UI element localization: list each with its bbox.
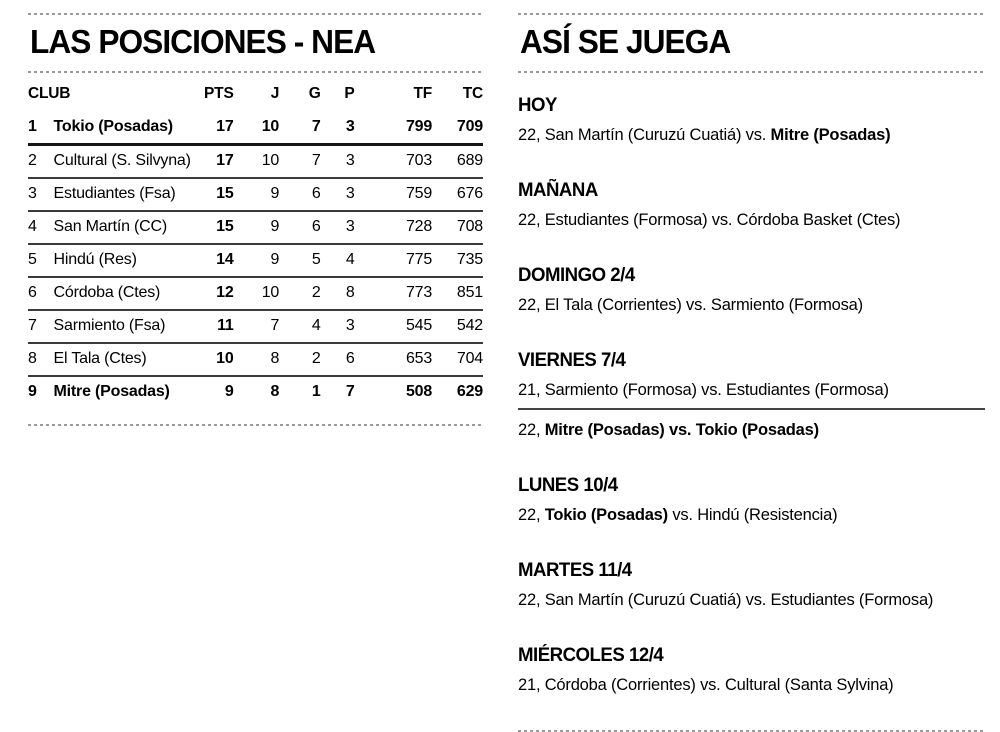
j-cell: 8 [270, 383, 280, 400]
club-cell: El Tala (Ctes) [54, 343, 191, 376]
g-cell: 5 [279, 244, 320, 277]
j-cell: 9 [234, 211, 280, 244]
tf-cell: 728 [355, 211, 433, 244]
tc-cell: 629 [456, 383, 483, 400]
tf-cell: 759 [355, 178, 433, 211]
g-cell: 1 [311, 383, 321, 400]
standings-row [28, 178, 483, 211]
j-cell: 10 [234, 145, 280, 179]
club-cell: Tokio (Posadas) [54, 112, 191, 145]
p-cell: 6 [321, 343, 355, 376]
tc-cell: 709 [432, 112, 483, 145]
pts-cell: 17 [191, 112, 234, 145]
game-line [518, 207, 985, 234]
p-cell: 3 [321, 178, 355, 211]
g-cell: 2 [279, 343, 320, 376]
pts-cell: 9 [224, 383, 234, 400]
pos-cell: 9 [28, 383, 37, 400]
day-section [518, 475, 985, 529]
column-header-tf: TF [413, 85, 433, 102]
g-cell: 7 [279, 145, 320, 179]
game-segment: 22, [518, 421, 545, 439]
pos-cell: 4 [28, 211, 54, 244]
club-cell: Hindú (Res) [54, 244, 191, 277]
standings-table-body [28, 112, 483, 408]
pts-cell: 15 [191, 178, 234, 211]
tc-cell: 542 [432, 310, 483, 343]
p-cell: 7 [345, 383, 355, 400]
pos-cell: 7 [28, 310, 54, 343]
day-heading: MAÑANA [518, 180, 598, 201]
g-cell: 6 [279, 178, 320, 211]
standings-table-head [28, 83, 483, 112]
divider-dashed-bottom-left [28, 424, 483, 426]
tf-cell: 653 [355, 343, 433, 376]
tc-cell: 851 [432, 277, 483, 310]
game-segment-bold: Mitre (Posadas) [770, 126, 891, 144]
column-header-club: CLUB [28, 85, 71, 102]
divider-dashed-top-left [28, 13, 483, 15]
club-cell: Sarmiento (Fsa) [54, 310, 191, 343]
pts-cell: 14 [191, 244, 234, 277]
game-segment: 22, [518, 506, 545, 524]
p-cell: 4 [321, 244, 355, 277]
tf-cell: 773 [355, 277, 433, 310]
game-line [518, 292, 985, 319]
standings-row [28, 112, 483, 145]
schedule-title: ASÍ SE JUEGA [520, 23, 731, 60]
club-cell: Estudiantes (Fsa) [54, 178, 191, 211]
standings-row [28, 277, 483, 310]
j-cell: 10 [234, 112, 280, 145]
tf-cell: 703 [355, 145, 433, 179]
tf-cell: 508 [405, 383, 433, 400]
p-cell: 3 [321, 145, 355, 179]
column-header-g: G [308, 85, 321, 102]
pos-cell: 3 [28, 178, 54, 211]
standings-row [28, 145, 483, 179]
pts-cell: 12 [191, 277, 234, 310]
day-section [518, 265, 985, 319]
day-heading: MARTES 11/4 [518, 560, 632, 581]
game-segment-bold: Mitre (Posadas) vs. Tokio (Posadas) [544, 421, 819, 439]
day-section [518, 560, 985, 614]
club-cell: Mitre (Posadas) [53, 383, 170, 400]
pts-cell: 17 [191, 145, 234, 179]
standings-row [28, 343, 483, 376]
column-header-tc: TC [462, 85, 483, 102]
divider-dashed-under-title-left [28, 71, 483, 73]
schedule-panel [518, 13, 985, 732]
schedule-sections [518, 95, 985, 699]
game-segment: 22, El Tala (Corrientes) vs. Sarmiento (Formosa) [518, 296, 863, 314]
day-section [518, 350, 985, 444]
game-segment: 22, Estudiantes (Formosa) vs. Córdoba Basket (Ctes) [518, 211, 901, 229]
standings-row [28, 310, 483, 343]
day-heading: HOY [518, 95, 557, 116]
pos-cell: 8 [28, 343, 54, 376]
j-cell: 9 [234, 244, 280, 277]
j-cell: 8 [234, 343, 280, 376]
game-segment: 21, Sarmiento (Formosa) vs. Estudiantes (Formosa) [518, 381, 889, 399]
divider-dashed-top-right [518, 13, 985, 15]
g-cell: 4 [279, 310, 320, 343]
pts-cell: 15 [191, 211, 234, 244]
divider-dashed-under-title-right [518, 71, 985, 73]
day-heading: MIÉRCOLES 12/4 [518, 645, 664, 666]
tc-cell: 708 [432, 211, 483, 244]
p-cell: 3 [321, 211, 355, 244]
pos-cell: 6 [28, 277, 54, 310]
pos-cell: 1 [28, 112, 54, 145]
column-header-j: J [270, 85, 280, 102]
game-segment: vs. Hindú (Resistencia) [667, 506, 838, 524]
day-section [518, 645, 985, 699]
club-cell: Córdoba (Ctes) [54, 277, 191, 310]
tf-cell: 775 [355, 244, 433, 277]
game-line [518, 122, 985, 149]
standings-title: LAS POSICIONES - NEA [30, 23, 376, 60]
day-section [518, 180, 985, 234]
day-heading: DOMINGO 2/4 [518, 265, 635, 286]
game-line [518, 377, 985, 410]
day-heading: VIERNES 7/4 [518, 350, 626, 371]
club-cell: San Martín (CC) [54, 211, 191, 244]
column-header-pts: PTS [204, 85, 234, 102]
tc-cell: 735 [432, 244, 483, 277]
pts-cell: 11 [191, 310, 234, 343]
tf-cell: 545 [355, 310, 433, 343]
g-cell: 7 [279, 112, 320, 145]
tf-cell: 799 [355, 112, 433, 145]
standings-row [28, 376, 483, 408]
column-header-p: P [344, 85, 355, 102]
game-segment: 22, San Martín (Curuzú Cuatiá) vs. Estudiantes (Formosa) [518, 591, 934, 609]
j-cell: 9 [234, 178, 280, 211]
standings-panel [28, 13, 483, 426]
g-cell: 6 [279, 211, 320, 244]
p-cell: 8 [321, 277, 355, 310]
pos-cell: 2 [28, 145, 54, 179]
pts-cell: 10 [191, 343, 234, 376]
day-heading: LUNES 10/4 [518, 475, 618, 496]
game-line [518, 672, 985, 699]
day-section [518, 95, 985, 149]
tc-cell: 676 [432, 178, 483, 211]
j-cell: 10 [234, 277, 280, 310]
p-cell: 3 [321, 112, 355, 145]
club-cell: Cultural (S. Silvyna) [54, 145, 191, 179]
game-segment: 22, San Martín (Curuzú Cuatiá) vs. [518, 126, 771, 144]
pos-cell: 5 [28, 244, 54, 277]
p-cell: 3 [321, 310, 355, 343]
standings-header-row [28, 83, 483, 112]
standings-row [28, 244, 483, 277]
tc-cell: 689 [432, 145, 483, 179]
g-cell: 2 [279, 277, 320, 310]
game-line [518, 587, 985, 614]
game-line [518, 417, 985, 444]
j-cell: 7 [234, 310, 280, 343]
standings-table [28, 83, 483, 408]
tc-cell: 704 [432, 343, 483, 376]
game-segment: 21, Córdoba (Corrientes) vs. Cultural (Santa Sylvina) [518, 676, 894, 694]
game-segment-bold: Tokio (Posadas) [544, 506, 668, 524]
standings-row [28, 211, 483, 244]
game-line [518, 502, 985, 529]
